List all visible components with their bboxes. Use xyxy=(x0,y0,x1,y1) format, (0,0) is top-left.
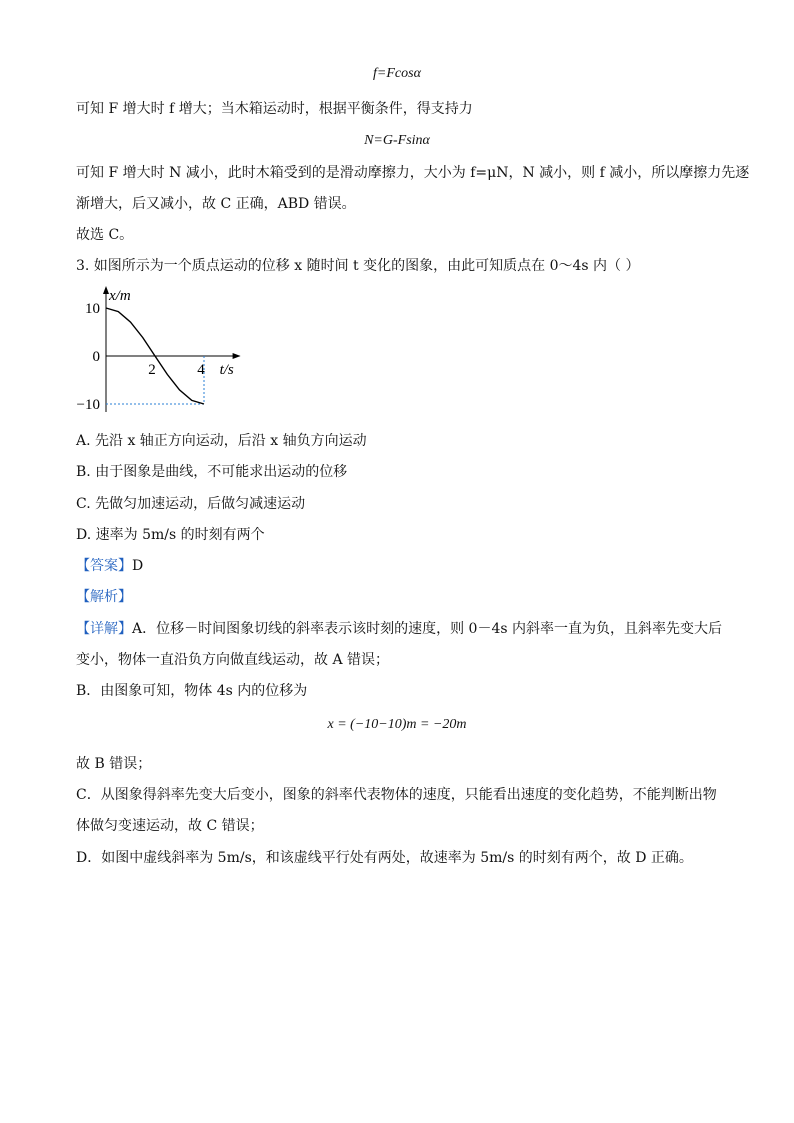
detail-b-line-1: B．由图象可知，物体 4s 内的位移为 xyxy=(76,683,308,699)
detail-a-line-1 xyxy=(76,619,722,639)
x-axis-label: t/s xyxy=(219,362,234,378)
option-b: B. 由于图象是曲线，不可能求出运动的位移 xyxy=(76,464,348,480)
equation-normal-force: N=G-Fsinα xyxy=(364,133,430,148)
option-c: C. 先做匀加速运动，后做匀减速运动 xyxy=(76,496,306,512)
answer-line xyxy=(76,556,143,576)
paragraph-1: 可知 F 增大时 f 增大；当木箱运动时，根据平衡条件，得支持力 xyxy=(76,101,473,117)
option-d: D. 速率为 5m/s 的时刻有两个 xyxy=(76,527,265,543)
x-tick-label: 2 xyxy=(148,362,156,378)
paragraph-2b: 渐增大，后又减小，故 C 正确，ABD 错误。 xyxy=(76,196,356,212)
equation-friction: f=Fcosα xyxy=(373,66,421,81)
answer-value: D xyxy=(132,558,144,574)
detail-d-line-1: D．如图中虚线斜率为 5m/s，和该虚线平行处有两处，故速率为 5m/s 的时刻有两个，故 D 正确。 xyxy=(76,850,693,866)
detail-c-line-2: 体做匀变速运动，故 C 错误； xyxy=(76,818,264,834)
detail-a-line-2: 变小，物体一直沿负方向做直线运动，故 A 错误； xyxy=(76,652,390,668)
paragraph-3: 故选 C。 xyxy=(76,227,134,243)
question-stem: 3. 如图所示为一个质点运动的位移 x 随时间 t 变化的图象，由此可知质点在 0～4s 内（ ） xyxy=(76,258,640,274)
paragraph-2a: 可知 F 增大时 N 减小，此时木箱受到的是滑动摩擦力，大小为 f=μN，N 减小，则 f 减小，所以摩擦力先逐 xyxy=(76,165,750,181)
displacement-equation: x = (−10−10)m = −20m xyxy=(327,717,467,732)
y-tick-label: 0 xyxy=(92,349,100,365)
y-axis-label: x/m xyxy=(109,288,131,304)
detail-tag: 【详解】 xyxy=(76,621,132,637)
option-a: A. 先沿 x 轴正方向运动，后沿 x 轴负方向运动 xyxy=(76,433,367,449)
answer-tag: 【答案】 xyxy=(76,558,132,574)
x-tick-label: 4 xyxy=(197,362,205,378)
detail-b-line-2: 故 B 错误； xyxy=(76,756,152,772)
y-tick-label: 10 xyxy=(85,301,100,317)
detail-c-line-1: C．从图象得斜率先变大后变小，图象的斜率代表物体的速度，只能看出速度的变化趋势，不能判断出物 xyxy=(76,787,717,803)
detail-a-text-1: A．位移－时间图象切线的斜率表示该时刻的速度，则 0－4s 内斜率一直为负，且斜率先变大后 xyxy=(132,621,723,637)
displacement-time-graph xyxy=(72,282,252,422)
y-tick-label: −10 xyxy=(76,397,100,413)
analysis-tag: 【解析】 xyxy=(76,589,132,605)
x-axis-arrow xyxy=(233,353,241,359)
